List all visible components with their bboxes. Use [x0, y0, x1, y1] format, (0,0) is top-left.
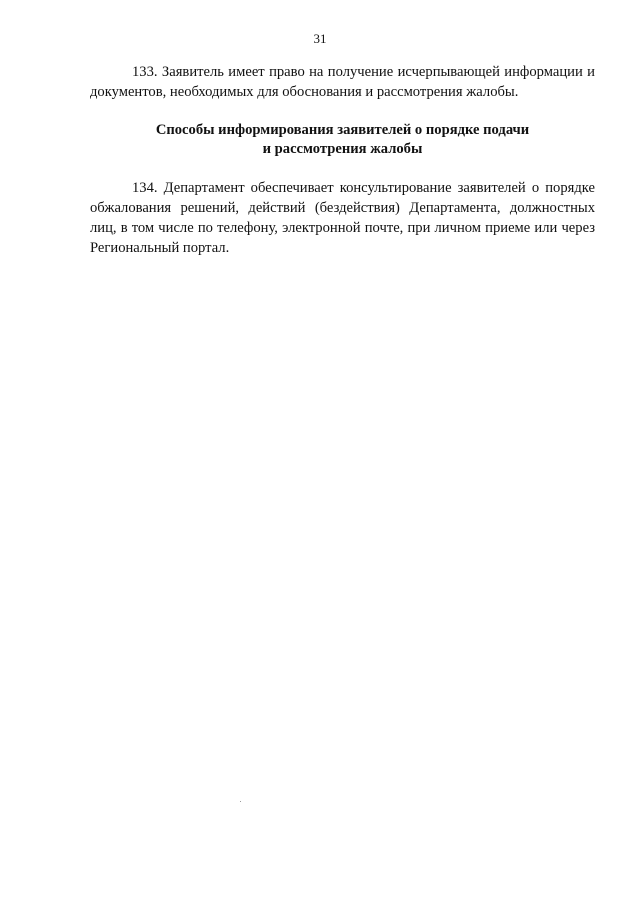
- document-body: [90, 62, 595, 258]
- section-heading-line-2: и рассмотрения жалобы: [262, 141, 423, 157]
- page-number: 31: [313, 31, 327, 46]
- paragraph-133: 133. Заявитель имеет право на получение исчерпывающей информации и документов, необходимых для обоснования и рассмотрения жалобы.: [90, 64, 595, 100]
- section-heading: [90, 121, 595, 159]
- scan-artifact-dot: [240, 801, 241, 802]
- section-heading-line-1: Способы информирования заявителей о порядке подачи: [155, 122, 530, 138]
- paragraph-134: 134. Департамент обеспечивает консультирование заявителей о порядке обжалования решений, действий (бездействия) Департамента, должностных лиц, в том числе по телефону, электронной почте, при личном приеме или через Региональный портал.: [90, 180, 595, 256]
